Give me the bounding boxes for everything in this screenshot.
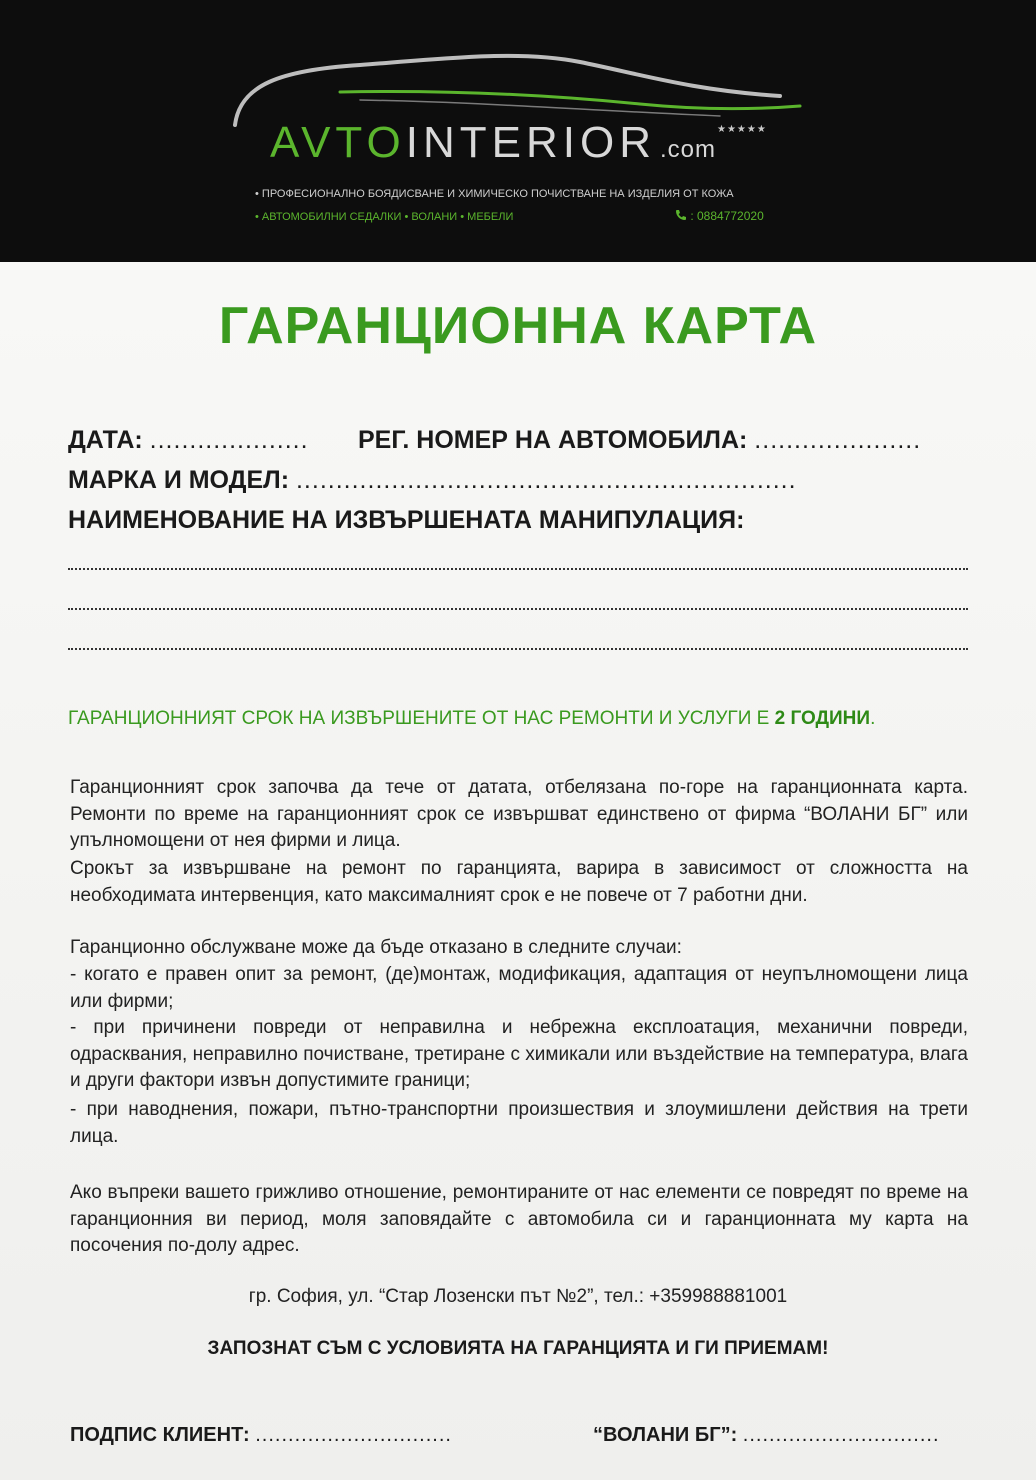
company-signature-label: “ВОЛАНИ БГ”: [593,1424,738,1446]
service-blank-line-1 [68,568,968,570]
make-model-blank: ............................................................... [295,466,797,494]
company-address: гр. София, ул. “Стар Лозенски път №2”, тел.: +359988881001 [248,1286,788,1307]
client-signature-label: ПОДПИС КЛИЕНТ: [70,1424,250,1446]
refusal-case-2: - при причинени повреди от неправилна и небрежна експлоатация, механични повреди, одрасквания, неправилно почистване, третиране с химикали или въздействие на температура, влага и други фактори извън допустимите граници; [70,1017,968,1091]
reg-number-field [358,426,921,455]
service-blank-line-2 [68,608,968,610]
client-signature-field [70,1424,452,1447]
company-signature-field [593,1424,940,1447]
make-model-field [68,466,797,495]
paragraph-contact: Ако въпреки вашето грижливо отношение, ремонтираните от нас елементи се повредят по време на гаранционния ви период, моля заповядайте с автомобила си и гаранционната му карта на посочения по-долу адрес. [70,1182,968,1256]
warranty-period-note [68,708,978,730]
header-phone [675,209,764,223]
letterhead [0,0,1036,262]
service-blank-line-3 [68,648,968,650]
make-model-label: МАРКА И МОДЕЛ: [68,466,290,494]
service-label: НАИМЕНОВАНИЕ НА ИЗВЪРШЕНАТА МАНИПУЛАЦИЯ: [68,506,745,534]
service-field [68,506,744,535]
client-signature-blank: .............................. [255,1424,452,1446]
paragraph-refusal-intro: Гаранционно обслужване може да бъде отказано в следните случаи: [70,937,682,958]
logo-interior: INTERIOR [405,118,656,167]
warranty-period-text: ГАРАНЦИОННИЯТ СРОК НА ИЗВЪРШЕНИТЕ ОТ НАС РЕМОНТИ И УСЛУГИ Е [68,708,770,729]
reg-number-blank: ..................... [754,426,922,454]
reg-number-label: РЕГ. НОМЕР НА АВТОМОБИЛА: [358,426,748,454]
date-field [68,426,309,455]
logo-avto: AVTO [270,118,406,167]
date-label: ДАТА: [68,426,143,454]
document-title: ГАРАНЦИОННА КАРТА [218,297,818,355]
phone-number: : 0884772020 [690,209,764,223]
acceptance-statement: ЗАПОЗНАТ СЪМ С УСЛОВИЯТА НА ГАРАНЦИЯТА И ГИ ПРИЕМАМ! [207,1338,829,1359]
refusal-case-3: - при наводнения, пожари, пътно-транспортни произшествия и злоумишлени действия на трети лица. [70,1099,968,1147]
brand-logo-text [270,118,716,168]
logo-com: .com [659,136,716,163]
logo-stars: ★★★★★ [717,124,767,135]
company-signature-blank: .............................. [742,1424,940,1446]
tagline-products: • АВТОМОБИЛНИ СЕДАЛКИ • ВОЛАНИ • МЕБЕЛИ [255,211,514,223]
paragraph-repair-time: Срокът за извършване на ремонт по гаранцията, варира в зависимост от сложността на необходимата интервенция, като максималният срок е не повече от 7 работни дни. [70,858,968,906]
warranty-period-end: . [870,708,876,729]
refusal-case-1: - когато е правен опит за ремонт, (де)монтаж, модификация, адаптация от неупълномощени лица или фирми; [70,964,968,1012]
date-blank: .................... [149,426,309,454]
paragraph-warranty-start: Гаранционният срок започва да тече от датата, отбелязана по-горе на гаранционната карта. Ремонти по време на гаранционният срок се извършват единствено от фирма “ВОЛАНИ БГ” или упълномощени от нея фирми и лица. [70,777,968,851]
phone-icon [675,209,687,221]
tagline-services: • ПРОФЕСИОНАЛНО БОЯДИСВАНЕ И ХИМИЧЕСКО ПОЧИСТВАНЕ НА ИЗДЕЛИЯ ОТ КОЖА [255,188,734,200]
warranty-period-value: 2 ГОДИНИ [774,708,871,729]
